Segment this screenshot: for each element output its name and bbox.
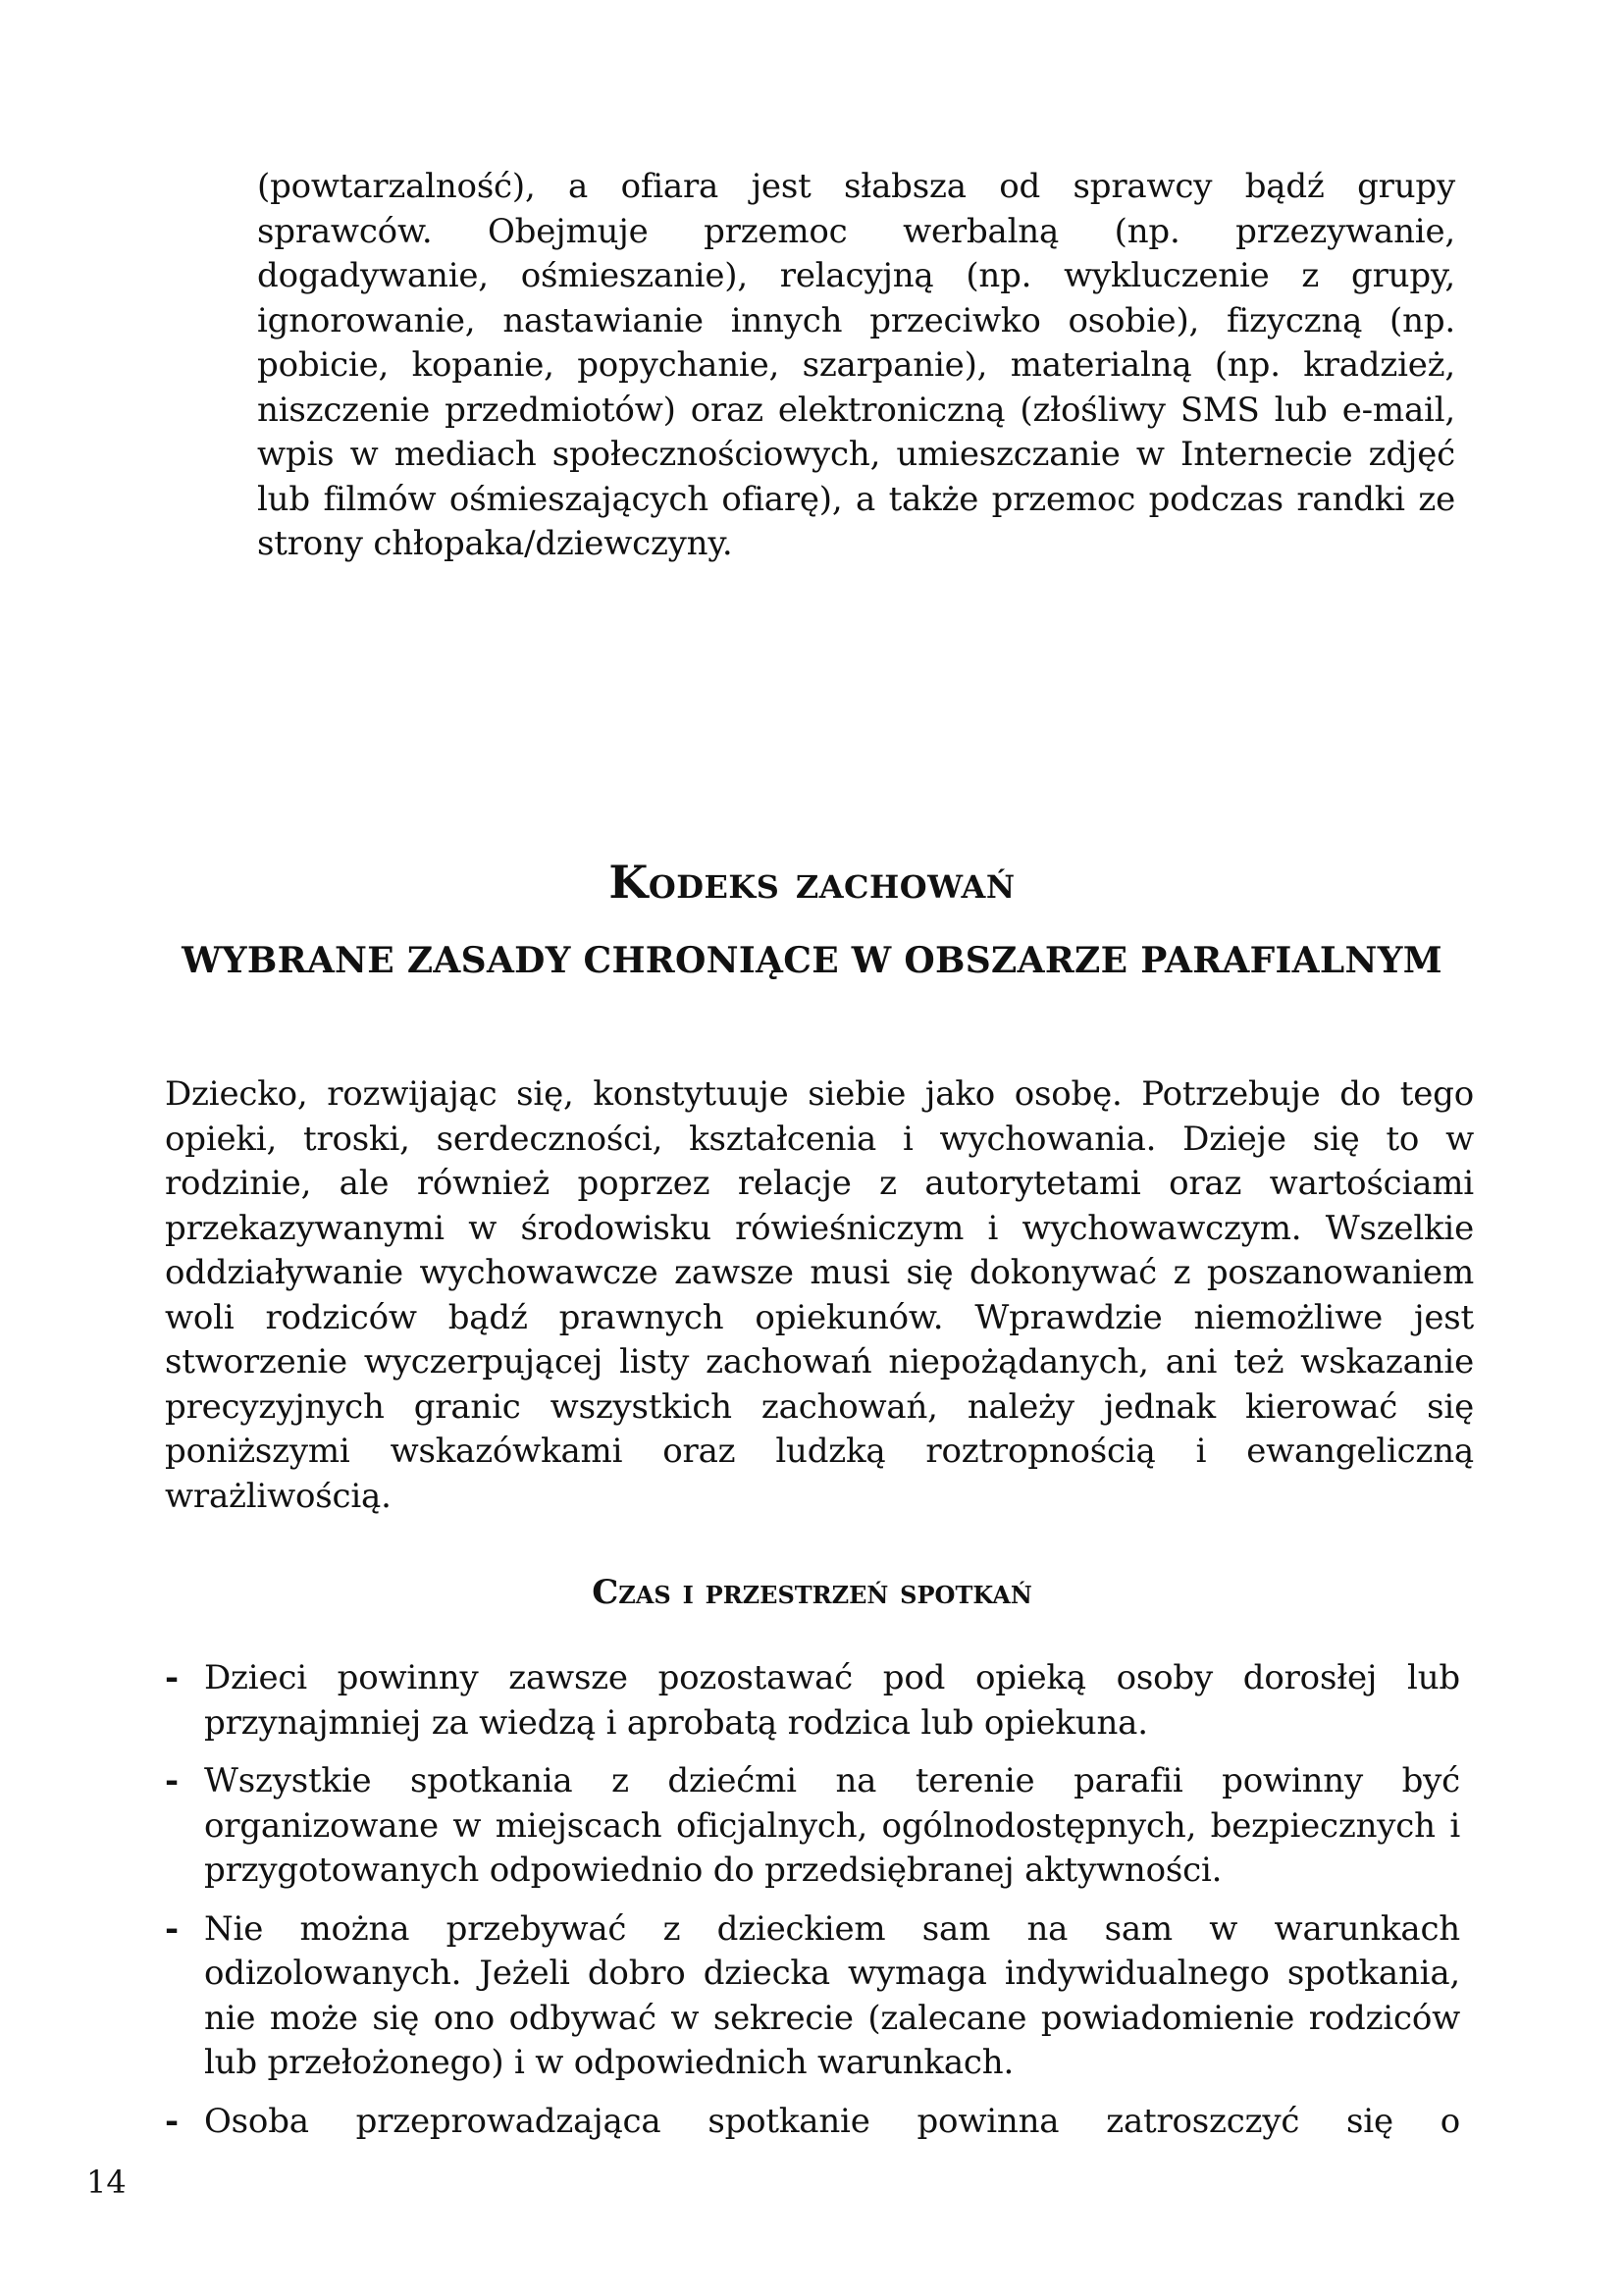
bullet-dash-icon: - — [165, 1908, 180, 1949]
list-item — [165, 2100, 1460, 2145]
main-heading: Kodeks zachowań — [608, 856, 1016, 909]
bullet-dash-icon: - — [165, 1761, 180, 1800]
sub-heading: WYBRANE ZASADY CHRONIĄCE W OBSZARZE PARAFIALNYM — [182, 940, 1442, 981]
bullet-dash-icon: - — [165, 2101, 180, 2141]
bullet-text: Nie można przebywać z dzieckiem sam na sam w warunkach odizolowanych. Jeżeli dobro dziecka wymaga indywidualnego spotkania, nie może się ono odbywać w sekrecie (zalecane powiadomienie rodziców lub przełożonego) i w odpowiednich warunkach. — [204, 1908, 1460, 2082]
bullet-text: Wszystkie spotkania z dziećmi na terenie parafii powinny być organizowane w miejscach oficjalnych, ogólnodostępnych, bezpiecznych i przygotowanych odpowiednio do przedsiębranej aktywności. — [204, 1761, 1460, 1890]
bullet-text: Dzieci powinny zawsze pozostawać pod opieką osoby dorosłej lub przynajmniej za wiedzą i aprobatą rodzica lub opiekuna. — [204, 1658, 1460, 1743]
bullet-text: Osoba przeprowadzająca spotkanie powinna zatroszczyć się o — [204, 2101, 1460, 2141]
main-paragraph: Dziecko, rozwijając się, konstytuuje siebie jako osobę. Potrzebuje do tego opieki, troski, serdeczności, kształcenia i wychowania. Dzieje się to w rodzinie, ale również poprzez relacje z autorytetami oraz wartościami przekazywanymi w środowisku rówieśniczym i wychowawczym. Wszelkie oddziaływanie wychowawcze zawsze musi się dokonywać z poszanowaniem woli rodziców bądź prawnych opiekunów. Wprawdzie niemożliwe jest stworzenie wyczerpującej listy zachowań niepożądanych, ani też wskazanie precyzyjnych granic wszystkich zachowań, należy jednak kierować się poniższymi wskazówkami oraz ludzką roztropnością i ewangeliczną wrażliwością. — [165, 1074, 1474, 1516]
list-item — [165, 1656, 1460, 1746]
section-heading: Czas i przestrzeń spotkań — [592, 1573, 1032, 1612]
list-item — [165, 1759, 1460, 1894]
bullet-dash-icon: - — [165, 1658, 180, 1697]
list-item — [165, 1907, 1460, 2086]
page-number: 14 — [86, 2164, 127, 2201]
intro-paragraph: (powtarzalność), a ofiara jest słabsza od sprawcy bądź grupy sprawców. Obejmuje przemoc werbalną (np. przezywanie, dogadywanie, ośmieszanie), relacyjną (np. wykluczenie z grupy, ignorowanie, nastawianie innych przeciwko osobie), fizyczną (np. pobicie, kopanie, popychanie, szarpanie), materialną (np. kradzież, niszczenie przedmiotów) oraz elektroniczną (złośliwy SMS lub e-mail, wpis w mediach społecznościowych, umieszczanie w Internecie zdjęć lub filmów ośmieszających ofiarę), a także przemoc podczas randki ze strony chłopaka/dziewczyny. — [257, 167, 1455, 563]
bullet-list — [165, 1656, 1460, 2158]
